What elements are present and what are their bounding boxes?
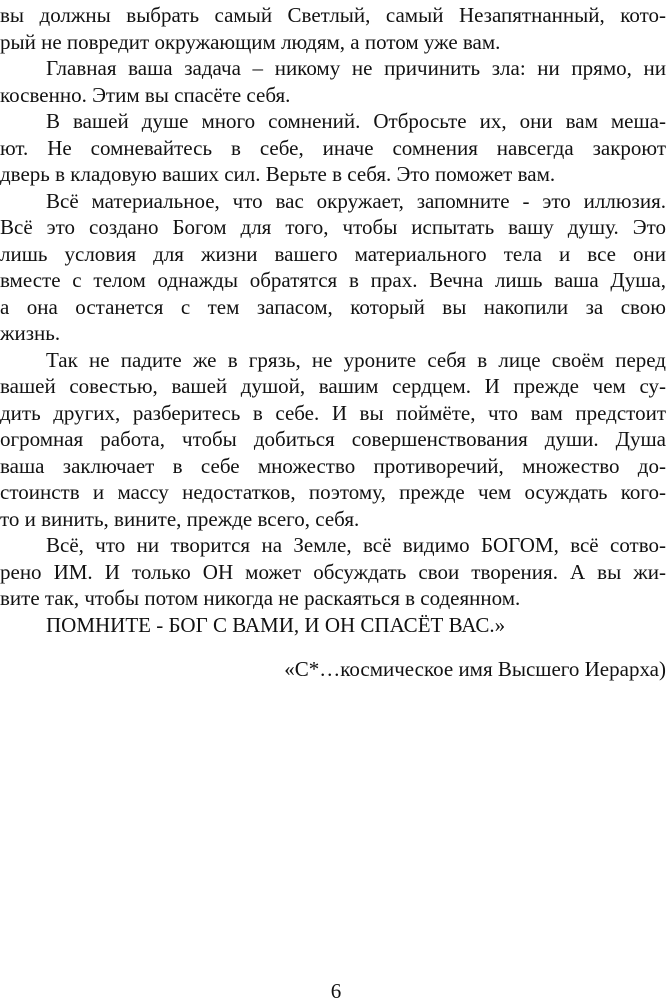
text-line: то и винить, вините, прежде всего, себя.: [0, 506, 360, 531]
text-line: В вашей душе много сомнений. Отбросьте их, они вам мешa-: [46, 109, 666, 133]
text-line: огромная работа, чтобы добиться совершенствования души. Душа: [0, 427, 666, 451]
text-line: Всё материальное, что вас окружает, запомните - это иллюзия.: [46, 188, 666, 213]
text-line: Всё, что ни творится на Земле, всё видимо БОГОМ, всё сотво-: [46, 533, 666, 557]
text-line: ют. Не сомневайтесь в себе, иначе сомнения навсегда закроют: [0, 135, 666, 160]
text-line: лишь условия для жизни вашего материального тела и все они: [0, 241, 666, 266]
text-line: вместе с телом однажды обратятся в прах. Вечна лишь ваша Душа,: [0, 268, 666, 292]
page-number: 6: [330, 979, 342, 1003]
text-line: ваша заключает в себе множество противоречий, множество до-: [0, 453, 666, 478]
text-line: стоинств и массу недостатков, поэтому, прежде чем осуждать кого-: [0, 480, 666, 504]
text-line: ПОМНИТЕ - БОГ С ВАМИ, И ОН СПАСЁТ ВАС.»: [46, 612, 506, 637]
text-line: косвенно. Этим вы спасёте себя.: [0, 82, 291, 107]
text-line: Так не падите же в грязь, не уроните себя в лице своём перед: [46, 347, 666, 372]
text-line: дверь в кладовую ваших сил. Верьте в себя. Это поможет вам.: [0, 162, 556, 186]
text-line: Главная ваша задача – никому не причинить зла: ни прямо, ни: [46, 56, 666, 80]
text-line: вите так, чтобы потом никогда не раскаяться в содеянном.: [0, 586, 521, 610]
text-line: жизнь.: [0, 321, 61, 345]
text-line: вашей совестью, вашей душой, вашим сердцем. И прежде чем су-: [0, 374, 666, 398]
body-text: [0, 2, 666, 638]
text-line: вы должны выбрать самый Светлый, самый Незапятнанный, кото-: [0, 3, 666, 27]
text-line: рый не повредит окружающим людям, а потом уже вам.: [0, 29, 501, 54]
text-line: а она останется с тем запасом, который вы накопили за свою: [0, 294, 666, 319]
text-line: рено ИМ. И только ОН может обсуждать свои творения. А вы жи-: [0, 559, 666, 584]
signature-attribution: «С*…космическое имя Высшего Иерарха): [284, 657, 666, 681]
text-line: Всё это создано Богом для того, чтобы испытать вашу душу. Это: [0, 215, 666, 239]
text-line: дить других, разберитесь в себе. И вы поймёте, что вам предстоит: [0, 400, 666, 425]
